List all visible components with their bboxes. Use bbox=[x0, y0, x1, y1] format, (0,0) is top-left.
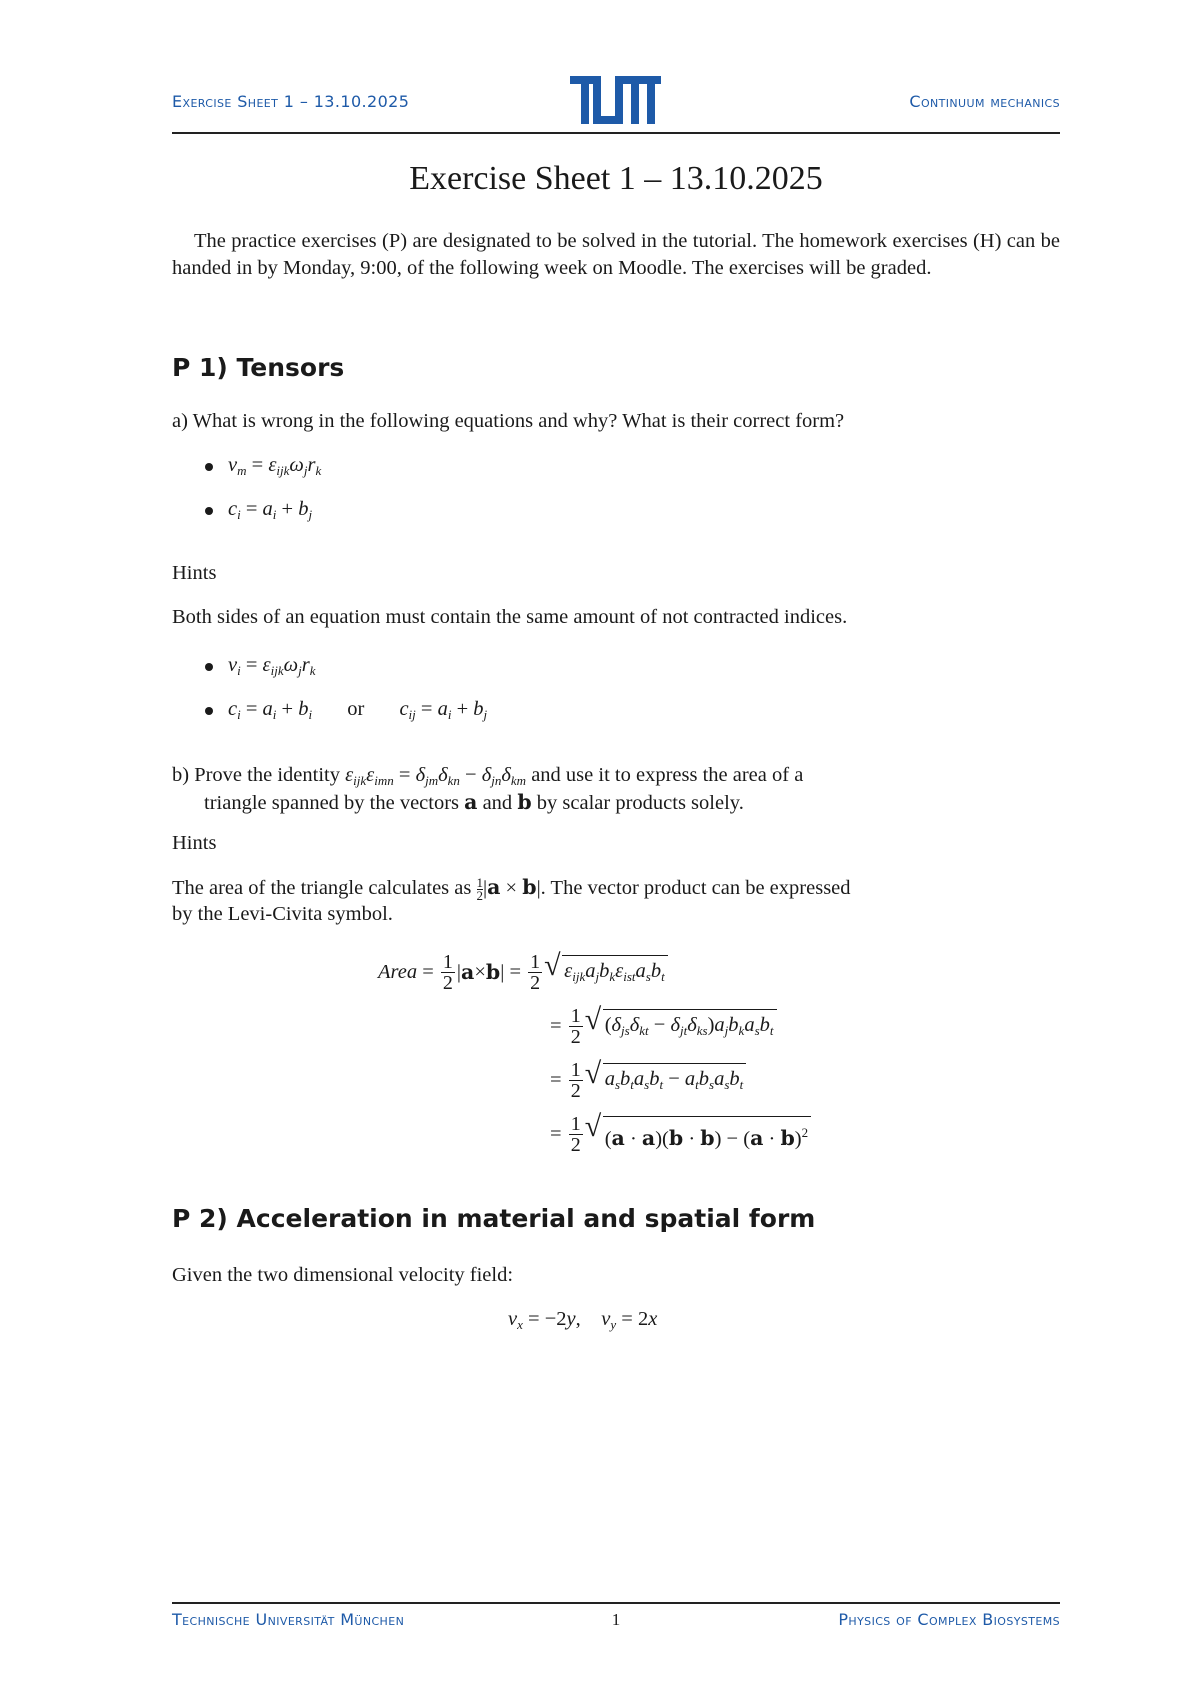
area-equation-line-3: = $\frac{1}{2}$ √ $a_sb_ta_sb_t - a_tb_sa_sb_t$ bbox=[550, 1054, 746, 1106]
question-b-mid: and use it to express the area of a bbox=[531, 764, 804, 786]
intro-text: The practice exercises (P) are designated to be solved in the tutorial. The homework exercises (H) can be handed in by Monday, 9:00, of the following week on Moodle. The exercises will be graded. bbox=[172, 230, 1060, 279]
question-b-text-c: by scalar products solely. bbox=[536, 792, 744, 814]
question-b: b) Prove the identity $\varepsilon_{ijk}\varepsilon_{imn} = \delta_{jm}\delta_{kn} - \delta_{jn}\delta_{km}$ and use it to express the area of a bbox=[172, 764, 804, 788]
tum-logo bbox=[570, 76, 662, 126]
correct-equations-list bbox=[172, 652, 487, 740]
question-b-text-and: and bbox=[482, 792, 513, 814]
question-b-text-a: triangle spanned by the vectors bbox=[204, 792, 460, 814]
page-header bbox=[172, 76, 1060, 132]
list-item: $c_i = a_i + b_i$ or $c_{ij} = a_i + b_j$ bbox=[172, 696, 487, 740]
footer-group: Physics of Complex Biosystems bbox=[838, 1610, 1060, 1629]
section-heading-p1: P 1) Tensors bbox=[172, 353, 345, 382]
velocity-field-equation: $v_x = -2y$, $v_y = 2x$ bbox=[508, 1308, 658, 1332]
or-word: or bbox=[347, 698, 365, 720]
hints-label: Hints bbox=[172, 562, 217, 584]
header-rule bbox=[172, 132, 1060, 134]
header-sheet-title: Exercise Sheet 1 – 13.10.2025 bbox=[172, 92, 410, 111]
hint-text-2: The area of the triangle calculates as $\frac{1}{2}$ |a × b|. The vector product can be expressed bbox=[172, 874, 851, 903]
page-footer bbox=[172, 1606, 1060, 1636]
hint-text-2a: The area of the triangle calculates as bbox=[172, 877, 472, 899]
intro-paragraph bbox=[172, 228, 1060, 282]
question-b-line2: triangle spanned by the vectors a and b by scalar products solely. bbox=[204, 790, 744, 814]
exercise-sheet-page bbox=[172, 0, 1060, 1696]
p2-text: Given the two dimensional velocity field: bbox=[172, 1264, 514, 1286]
section-heading-p2: P 2) Acceleration in material and spatial form bbox=[172, 1204, 816, 1233]
footer-rule bbox=[172, 1602, 1060, 1604]
area-equation-line-2: = $\frac{1}{2}$ √ $(\delta_{js}\delta_{kt} - \delta_{jt}\delta_{ks})a_jb_ka_sb_t$ bbox=[550, 1000, 777, 1052]
page-title: Exercise Sheet 1 – 13.10.2025 bbox=[409, 160, 823, 197]
hint-text-2b: . The vector product can be expressed bbox=[540, 877, 851, 899]
hint-text-2c: by the Levi-Civita symbol. bbox=[172, 903, 393, 925]
list-item: $v_i = \varepsilon_{ijk}\omega_jr_k$ bbox=[172, 652, 487, 696]
wrong-equations-list bbox=[172, 452, 321, 540]
footer-university: Technische Universität München bbox=[172, 1610, 405, 1629]
area-equation-line-4: = $\frac{1}{2}$ √ $(a \cdot a)(b \cdot b) - (a \cdot b)^2$ bbox=[550, 1108, 811, 1160]
half-fraction: $\frac{1}{2}$ bbox=[476, 874, 483, 903]
question-a: a) What is wrong in the following equations and why? What is their correct form? bbox=[172, 410, 845, 432]
area-label: Area bbox=[378, 960, 418, 983]
hint-text: Both sides of an equation must contain the same amount of not contracted indices. bbox=[172, 606, 848, 628]
question-b-lead: b) Prove the identity bbox=[172, 764, 340, 786]
list-item: $v_m = \varepsilon_{ijk}\omega_jr_k$ bbox=[172, 452, 321, 496]
area-equation-line-1: Area = $\frac{1}{2}$ | a × b | = $\frac{1}{2}$ √ $\varepsilon_{ijk}a_jb_k\varepsilon_{ist}a_sb_t$ bbox=[378, 946, 668, 998]
page-number: 1 bbox=[611, 1610, 621, 1629]
list-item: $c_i = a_i + b_j$ bbox=[172, 496, 321, 540]
hints-label-2: Hints bbox=[172, 832, 217, 854]
header-course-name: Continuum mechanics bbox=[909, 92, 1060, 111]
